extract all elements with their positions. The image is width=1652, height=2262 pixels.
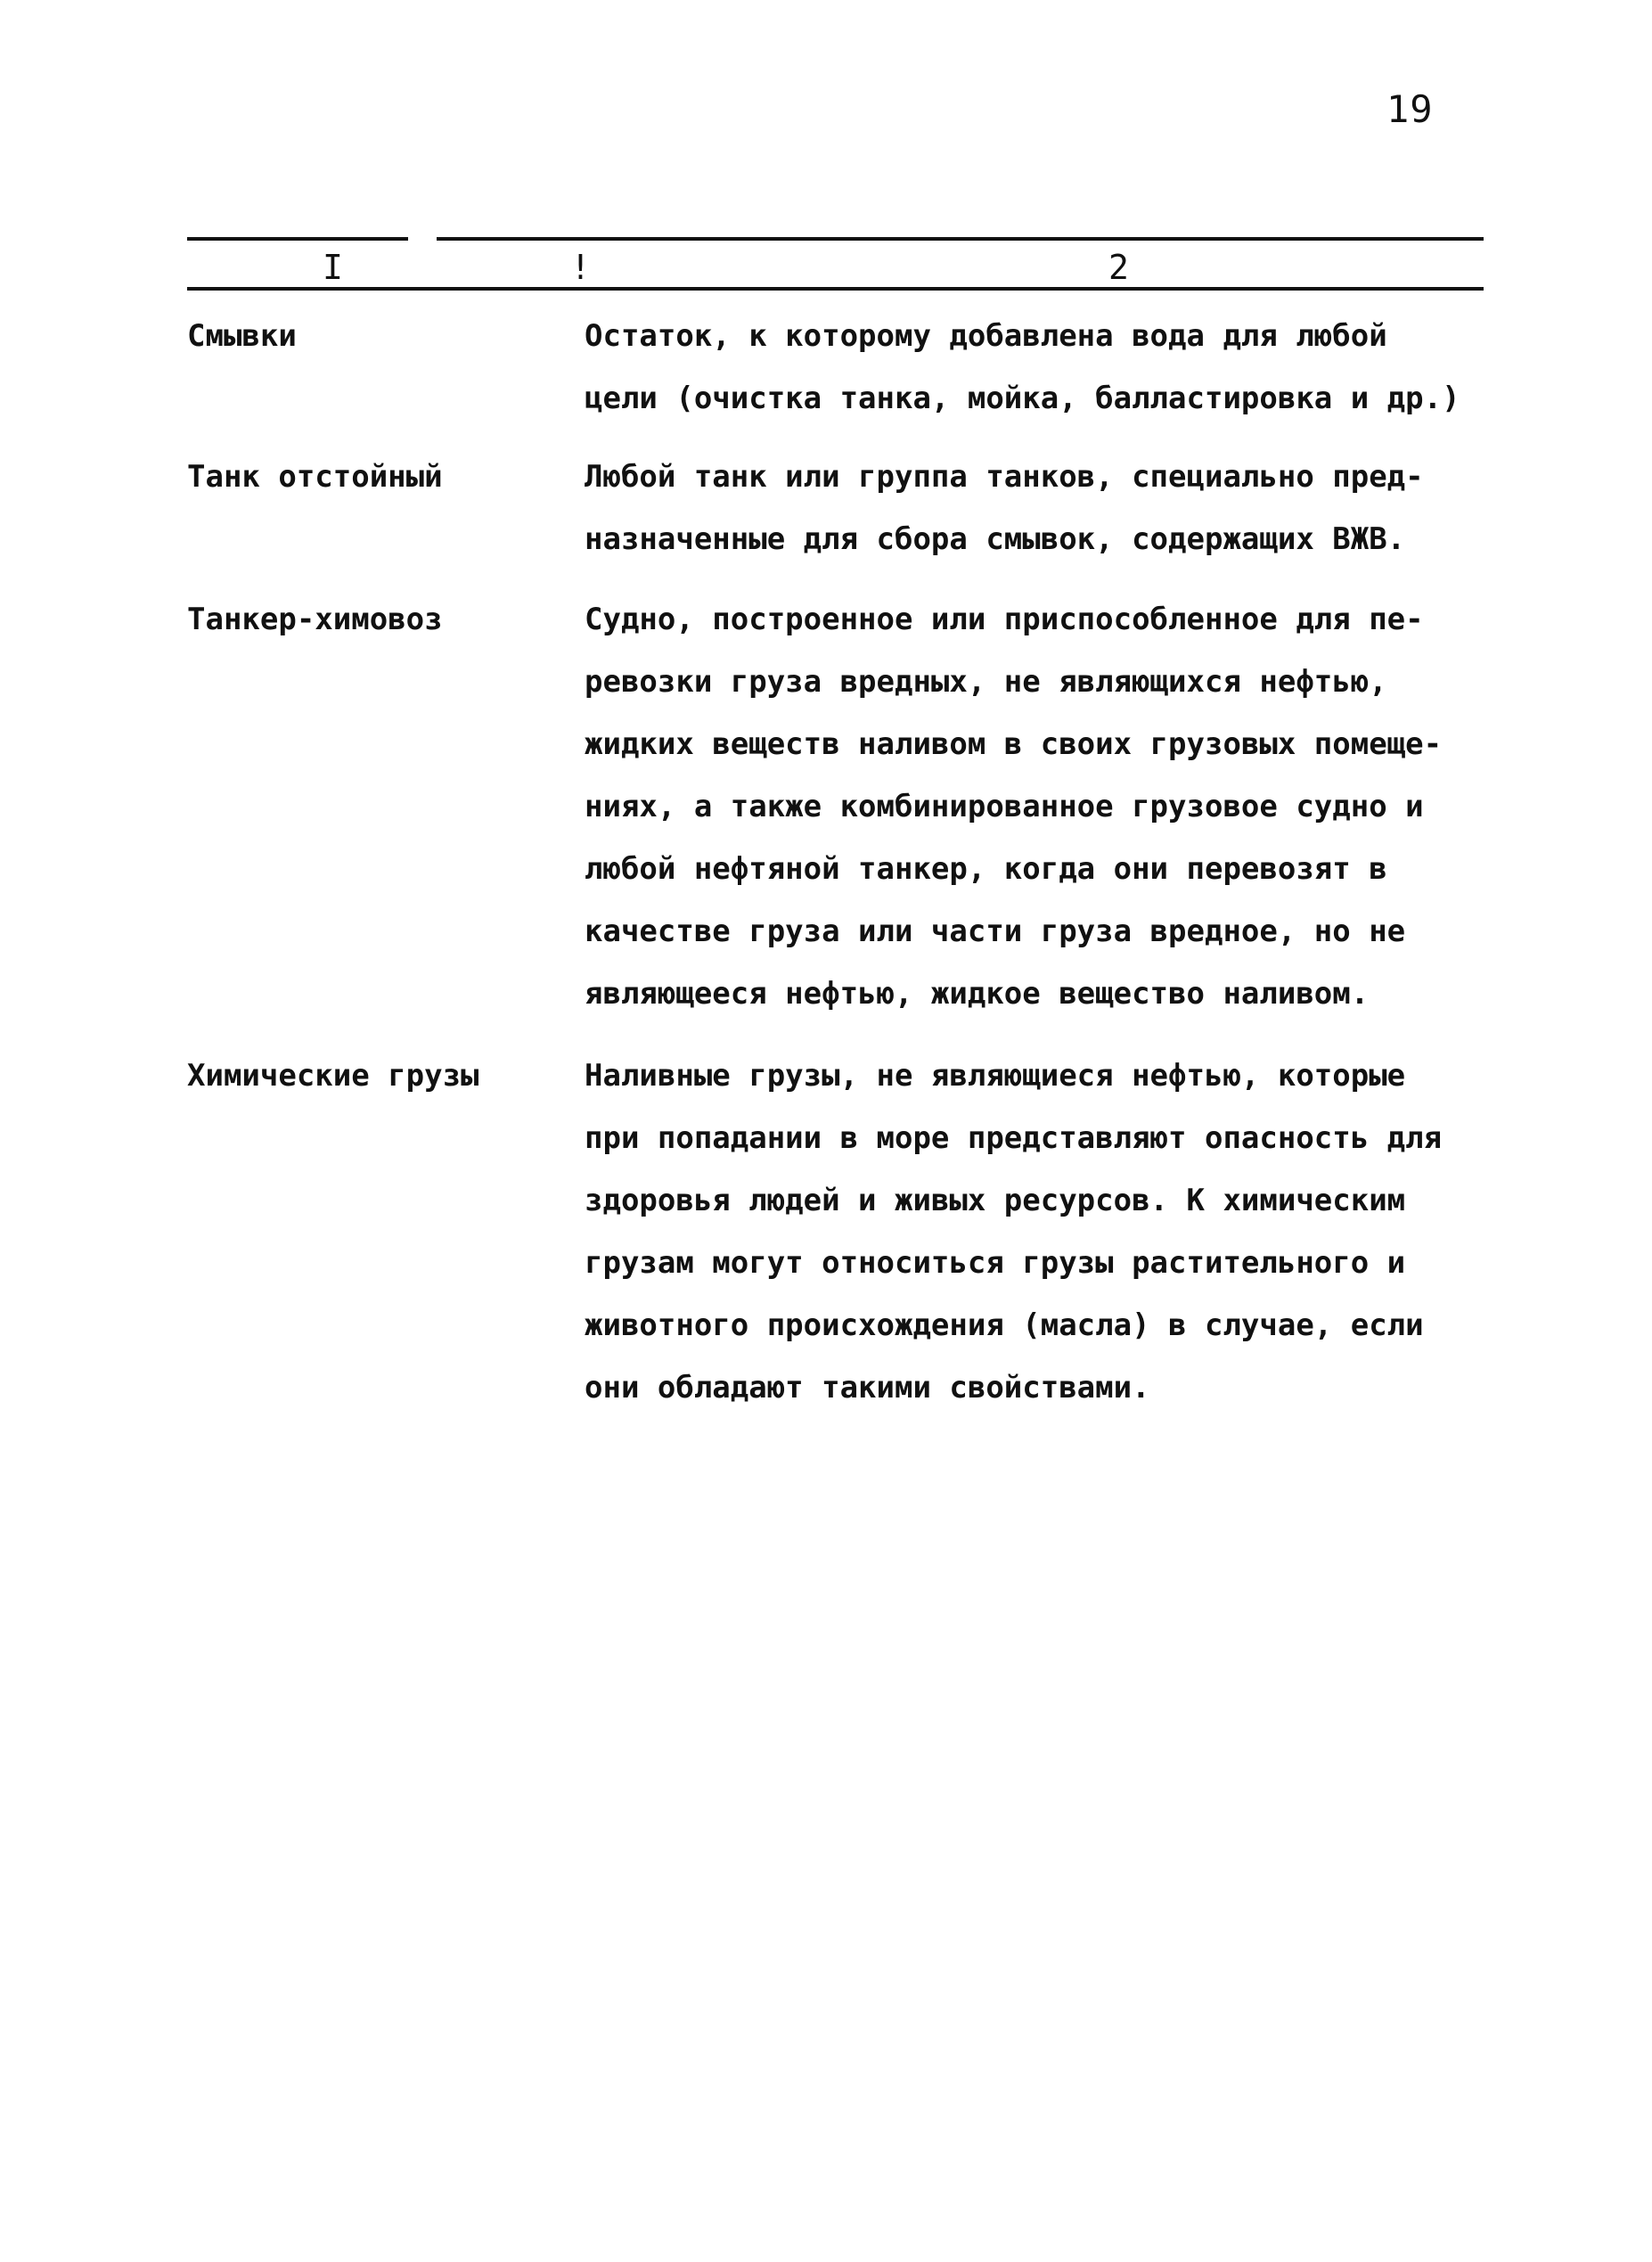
- header-top-rule: [187, 237, 408, 241]
- definition-line: качестве груза или части груза вредное, но не: [585, 914, 1406, 949]
- definition: [585, 446, 1511, 570]
- definition-line: назначенные для сбора смывок, содержащих ВЖВ.: [585, 521, 1406, 557]
- definition: [585, 588, 1511, 1025]
- definition-line: Наливные грузы, не являющиеся нефтью, которые: [585, 1058, 1406, 1094]
- definition-line: они обладают такими свойствами.: [585, 1370, 1150, 1406]
- definition-line: ревозки груза вредных, не являющихся нефтью,: [585, 664, 1387, 700]
- header-top-rule: [437, 237, 1141, 241]
- page-number: 19: [1386, 87, 1434, 131]
- term: Танк отстойный: [187, 459, 443, 495]
- definition-line: ниях, а также комбинированное грузовое судно и: [585, 789, 1424, 824]
- term: Химические грузы: [187, 1058, 479, 1094]
- column-2-header: 2: [1108, 248, 1129, 287]
- column-separator: !: [570, 248, 591, 287]
- definition: [585, 1045, 1511, 1419]
- definition-line: грузам могут относиться грузы растительного и: [585, 1245, 1406, 1281]
- definition-line: любой нефтяной танкер, когда они перевозят в: [585, 851, 1387, 887]
- header-top-rule: [1141, 237, 1484, 241]
- column-1-header: I: [323, 248, 343, 287]
- term: Танкер-химовоз: [187, 602, 443, 637]
- definition-line: Остаток, к которому добавлена вода для любой: [585, 318, 1387, 354]
- definition-line: Любой танк или группа танков, специально пред-: [585, 459, 1424, 495]
- definition: [585, 305, 1511, 430]
- definition-line: являющееся нефтью, жидкое вещество наливом.: [585, 976, 1370, 1012]
- definition-line: цели (очистка танка, мойка, балластировка и др.): [585, 381, 1460, 416]
- definition-line: здоровья людей и живых ресурсов. К химическим: [585, 1183, 1406, 1218]
- definition-line: животного происхождения (масла) в случае, если: [585, 1307, 1424, 1343]
- definition-line: Судно, построенное или приспособленное для пе-: [585, 602, 1424, 637]
- term: Смывки: [187, 318, 297, 354]
- header-bottom-rule: [187, 287, 1484, 291]
- definition-line: жидких веществ наливом в своих грузовых помеще-: [585, 726, 1443, 762]
- definition-line: при попадании в море представляют опасность для: [585, 1120, 1443, 1156]
